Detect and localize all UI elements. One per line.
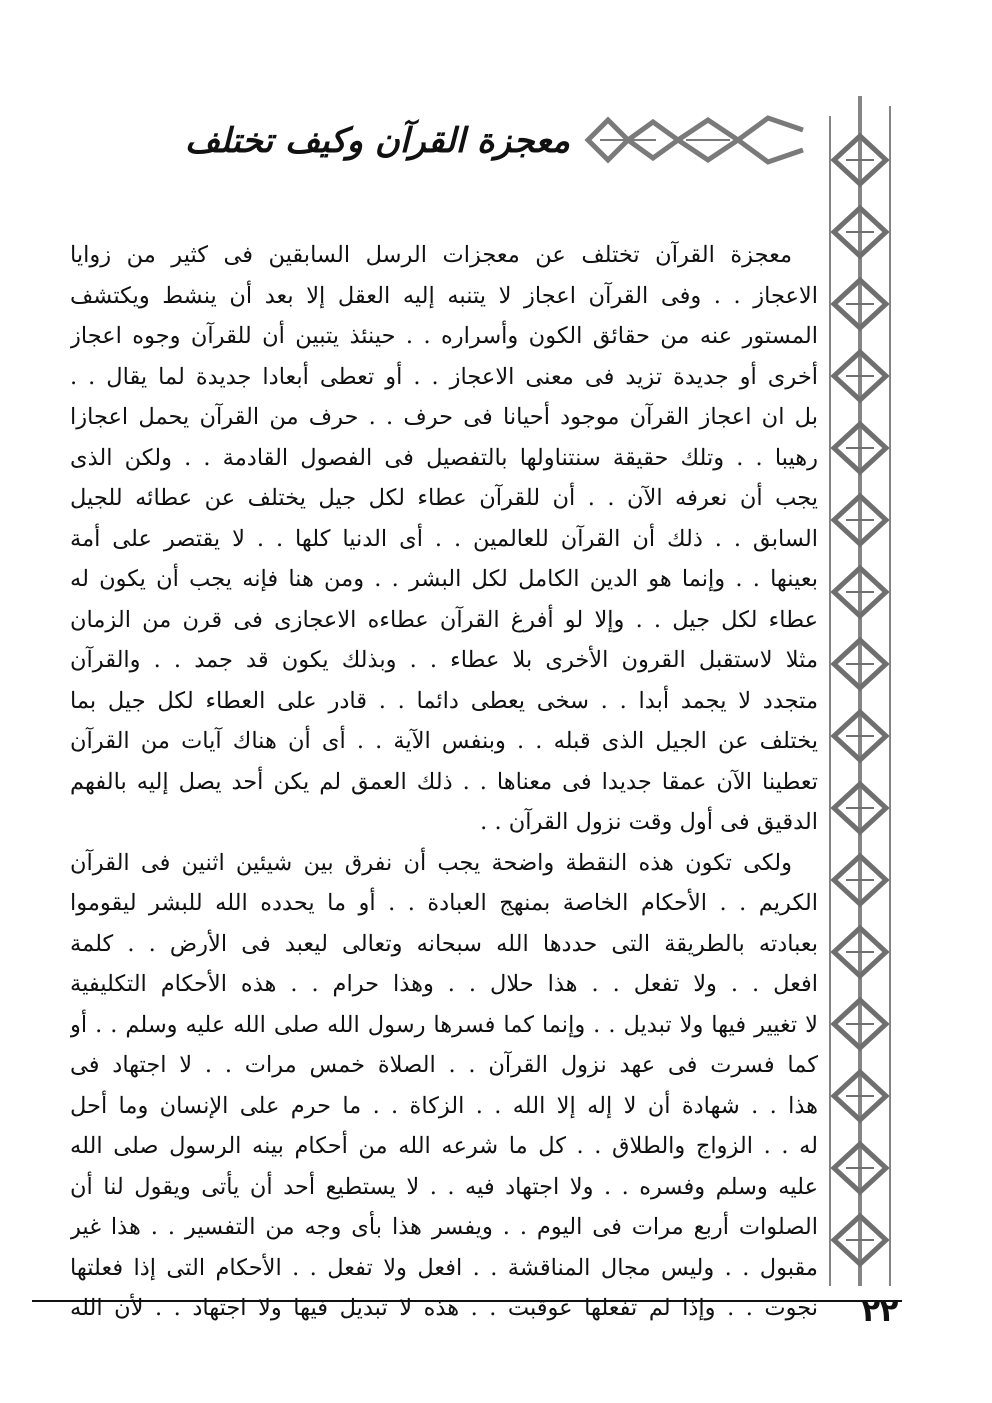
text-line: عليه وسلم وفسره . . ولا اجتهاد فيه . . لا يستطيع أحد أن يأتى ويقول لنا أن	[70, 1173, 818, 1200]
text-line: افعل . . ولا تفعل . . هذا حلال . . وهذا حرام . . هذه الأحكام التكليفية	[70, 971, 818, 997]
text-line: تعطينا الآن عمقا جديدا فى معناها . . ذلك العمق لم يكن أحد يصل إليه بالفهم	[70, 768, 818, 795]
text-line: الصلوات أربع مرات فى اليوم . . ويفسر هذا بأى وجه من التفسير . . هذا غير	[70, 1214, 818, 1240]
text-line: يختلف عن الجيل الذى قبله . . وبنفس الآية . . أى أن هناك آيات من القرآن	[70, 728, 818, 754]
text-line: السابق . . ذلك أن القرآن للعالمين . . أى الدنيا كلها . . لا يقتصر على أمة	[70, 525, 818, 552]
text-line: أخرى أو جديدة تزيد فى معنى الاعجاز . . أو تعطى أبعادا جديدة لما يقال . .	[70, 363, 818, 390]
text-line: متجدد لا يجمد أبدا . . سخى يعطى دائما . . قادر على العطاء لكل جيل بما	[70, 687, 818, 714]
text-line: بعبادته بالطريقة التى حددها الله سبحانه وتعالى ليعبد فى الأرض . . كلمة	[70, 930, 818, 957]
text-line: هذا . . شهادة أن لا إله إلا الله . . الزكاة . . ما حرم على الإنسان وما أحل	[70, 1092, 818, 1119]
page-number: ٢٢	[861, 1294, 899, 1329]
text-line: عطاء لكل جيل . . وإلا لو أفرغ القرآن عطاءه الاعجازى فى قرن من الزمان	[70, 606, 818, 633]
text-line: المستور عنه من حقائق الكون وأسراره . . حينئذ يتبين أن للقرآن وجوه اعجاز	[70, 323, 818, 349]
text-line: بعينها . . وإنما هو الدين الكامل لكل البشر . . ومن هنا فإنه يجب أن يكون له	[70, 566, 818, 592]
body-text	[70, 235, 818, 1329]
paragraph-1	[70, 235, 818, 843]
text-line: نجوت . . وإذا لم تفعلها عوقبت . . هذه لا تبديل فيها ولا اجتهاد . . لأن الله	[70, 1295, 818, 1321]
text-line: الدقيق فى أول وقت نزول القرآن . .	[480, 809, 818, 835]
paragraph-2	[70, 843, 818, 1329]
text-line: له . . الزواج والطلاق . . كل ما شرعه الله من أحكام بينه الرسول صلى الله	[70, 1133, 818, 1159]
text-line: الاعجاز . . وفى القرآن اعجاز لا يتنبه إليه العقل إلا بعد أن ينشط ويكتشف	[70, 282, 818, 309]
text-line: رهيبا . . وتلك حقيقة سنتناولها بالتفصيل فى الفصول القادمة . . ولكن الذى	[70, 444, 818, 471]
text-line: لا تغيير فيها ولا تبديل . . وإنما كما فسرها رسول الله صلى الله عليه وسلم . . أو	[70, 1011, 818, 1038]
text-line: مقبول . . وليس مجال المناقشة . . افعل ولا تفعل . . الأحكام التى إذا فعلتها	[70, 1254, 818, 1281]
text-line: يجب أن نعرفه الآن . . أن للقرآن عطاء لكل جيل يختلف عن عطائه للجيل	[70, 485, 818, 511]
chapter-title: معجزة القرآن وكيف تختلف	[184, 121, 570, 161]
footer-rule	[32, 1300, 902, 1302]
arabesque-border-ornament-icon	[820, 96, 900, 1296]
text-line: معجزة القرآن تختلف عن معجزات الرسل السابقين فى كثير من زوايا	[70, 242, 792, 268]
text-line: ولكى تكون هذه النقطة واضحة يجب أن نفرق بين شيئين اثنين فى القرآن	[70, 849, 792, 876]
text-line: مثلا لاستقبل القرون الأخرى بلا عطاء . . وبذلك يكون قد جمد . . والقرآن	[70, 647, 818, 673]
header-ornament-icon	[578, 100, 818, 180]
text-line: بل ان اعجاز القرآن موجود أحيانا فى حرف . . حرف من القرآن يحمل اعجازا	[70, 404, 818, 430]
text-line: الكريم . . الأحكام الخاصة بمنهج العبادة . . أو ما يحدده الله للبشر ليقوموا	[70, 890, 818, 916]
text-line: كما فسرت فى عهد نزول القرآن . . الصلاة خمس مرات . . لا اجتهاد فى	[70, 1052, 818, 1078]
